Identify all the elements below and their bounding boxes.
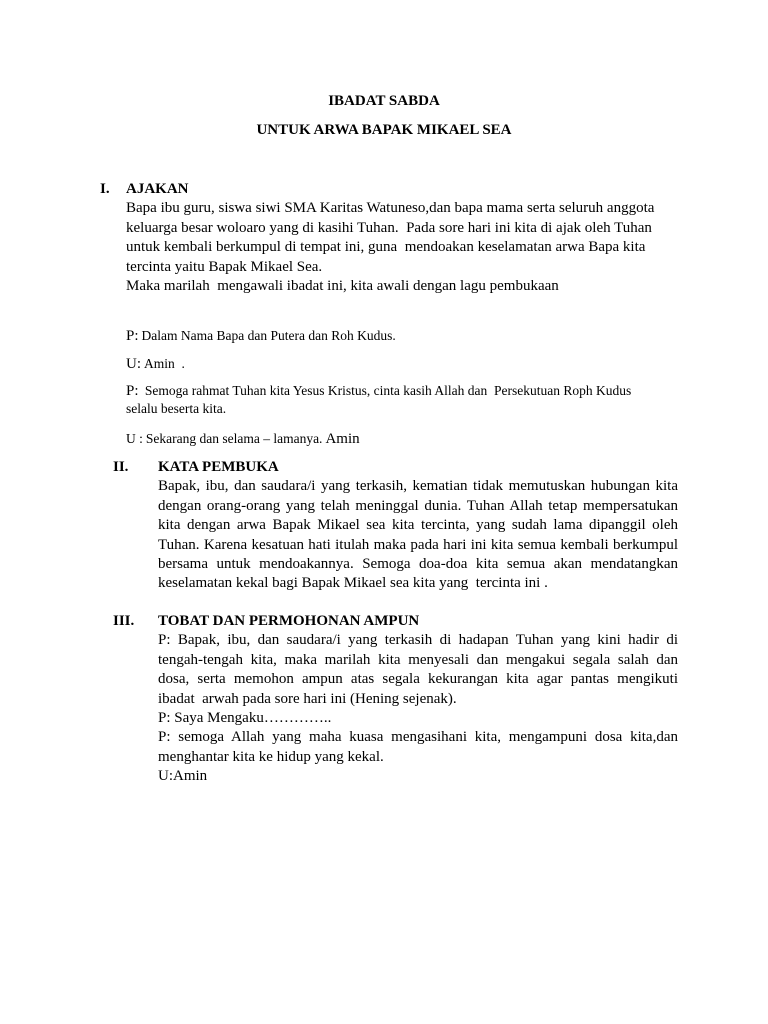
rite-text: selalu beserta kita.	[126, 401, 227, 416]
speaker-label: U :	[126, 431, 143, 446]
rite-text: Dalam Nama Bapa dan Putera dan Roh Kudus.	[141, 328, 396, 343]
section-kata-pembuka	[158, 458, 678, 594]
paragraph-line: U:Amin	[158, 768, 208, 785]
paragraph-line: kita dengan arwa Bapak Mikael sea kita tercinta, yang sudah lama dipanggil oleh	[158, 517, 678, 534]
speaker-label: P:	[126, 328, 139, 344]
rite-line-continuation	[126, 400, 226, 418]
rite-line	[126, 430, 360, 448]
paragraph-line: keselamatan kekal bagi Bapak Mikael sea kita yang tercinta ini .	[158, 575, 548, 592]
paragraph-line: Bapak, ibu, dan saudara/i yang terkasih, kematian tidak memutuskan hubungan kita	[158, 478, 678, 495]
section-number: II.	[113, 459, 129, 475]
paragraph-line: dosa, serta memohon ampun atas segala kekurangan kita agar pantas mengikuti	[158, 671, 678, 688]
paragraph-line: dengan orang-orang yang telah meninggal dunia. Tuhan Allah tetap mempersatukan	[158, 497, 678, 514]
rite-line	[126, 355, 185, 373]
paragraph-line: Tuhan. Karena kesatuan hati itulah maka pada hari ini kita semua kembali berkumpul	[158, 536, 678, 553]
paragraph-line: bersama untuk mendoakannya. Semoga doa-doa kita semua akan mendatangkan	[158, 555, 678, 572]
paragraph-line: Maka marilah mengawali ibadat ini, kita awali dengan lagu pembukaan	[126, 277, 559, 294]
paragraph-line: untuk kembali berkumpul di tempat ini, guna mendoakan keselamatan arwa Bapa kita	[126, 239, 646, 256]
rite-text: Sekarang dan selama – lamanya.	[145, 431, 323, 446]
paragraph-line: P: semoga Allah yang maha kuasa mengasihani kita, mengampuni dosa kita,dan	[158, 729, 678, 746]
rite-line	[126, 382, 631, 400]
paragraph-line: Bapa ibu guru, siswa siwi SMA Karitas Watuneso,dan bapa mama serta seluruh anggota	[126, 200, 655, 217]
paragraph-line: ibadat arwah pada sore hari ini (Hening sejenak).	[158, 690, 457, 707]
paragraph-line: tengah-tengah kita, maka marilah kita menyesali dan mengakui segala salah dan	[158, 651, 678, 668]
section-number: III.	[113, 613, 135, 629]
section-ajakan	[126, 180, 654, 296]
rite-response: Amin	[325, 431, 360, 447]
section-heading: AJAKAN	[126, 181, 189, 197]
rite-text: Semoga rahmat Tuhan kita Yesus Kristus, cinta kasih Allah dan Persekutuan Roph Kudus	[141, 383, 632, 398]
paragraph-line: P: Saya Mengaku…………..	[158, 709, 332, 726]
speaker-label: U:	[126, 356, 141, 372]
rite-text: Amin .	[144, 356, 185, 371]
document-subtitle: UNTUK ARWA BAPAK MIKAEL SEA	[256, 122, 512, 138]
paragraph-line: tercinta yaitu Bapak Mikael Sea.	[126, 258, 323, 275]
section-heading: TOBAT DAN PERMOHONAN AMPUN	[158, 613, 420, 629]
section-number: I.	[100, 181, 110, 197]
speaker-label: P:	[126, 383, 139, 399]
section-tobat	[158, 612, 678, 787]
paragraph-line: P: Bapak, ibu, dan saudara/i yang terkasih di hadapan Tuhan yang kini hadir di	[158, 632, 678, 649]
document-title: IBADAT SABDA	[328, 93, 440, 109]
paragraph-line: keluarga besar woloaro yang di kasihi Tuhan. Pada sore hari ini kita di ajak oleh Tuhan	[126, 219, 652, 236]
rite-line	[126, 327, 396, 345]
section-heading: KATA PEMBUKA	[158, 459, 279, 475]
paragraph-line: menghantar kita ke hidup yang kekal.	[158, 748, 384, 765]
